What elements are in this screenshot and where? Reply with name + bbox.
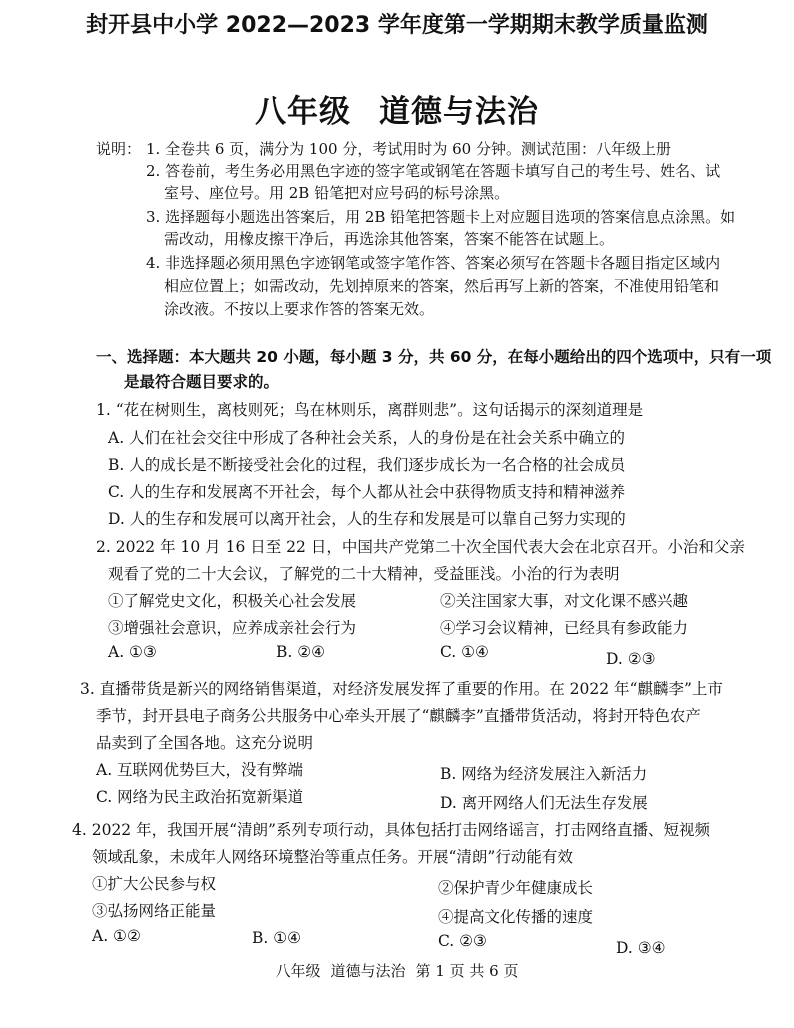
instruction-1: 1. 全卷共 6 页，满分为 100 分，考试用时为 60 分钟。测试范围：八年级上册 bbox=[146, 140, 671, 158]
question-2-statement-4: ④学习会议精神，已经具有参政能力 bbox=[440, 619, 689, 637]
section-heading: 一、选择题：本大题共 20 小题，每小题 3 分，共 60 分，在每小题给出的四个选项中，只有一项 bbox=[96, 348, 772, 366]
instructions-label: 说明： bbox=[96, 140, 142, 158]
subject-label: 道德与法治 bbox=[379, 94, 539, 130]
question-3-option-c: C. 网络为民主政治拓宽新渠道 bbox=[96, 788, 304, 806]
question-4-option-c: C. ②③ bbox=[438, 932, 487, 950]
question-2-stem: 2. 2022 年 10 月 16 日至 22 日，中国共产党第二十次全国代表大会在北京召开。小治和父亲 bbox=[96, 538, 745, 556]
instruction-2: 2. 答卷前，考生务必用黑色字迹的签字笔或钢笔在答题卡填写自己的考生号、姓名、试 bbox=[146, 162, 721, 180]
question-2-option-a: A. ①③ bbox=[108, 643, 157, 661]
question-4-option-b: B. ①④ bbox=[252, 929, 302, 947]
question-2-statement-1: ①了解党史文化，积极关心社会发展 bbox=[108, 592, 357, 610]
footer-subject: 道德与法治 bbox=[330, 962, 406, 980]
question-3-option-d: D. 离开网络人们无法生存发展 bbox=[440, 794, 648, 812]
question-2-statement-3: ③增强社会意识，应养成亲社会行为 bbox=[108, 619, 357, 637]
question-2-option-b: B. ②④ bbox=[276, 643, 326, 661]
question-3-option-a: A. 互联网优势巨大，没有弊端 bbox=[96, 761, 304, 779]
question-3-stem-cont2: 品卖到了全国各地。这充分说明 bbox=[96, 734, 314, 752]
question-2-statement-2: ②关注国家大事，对文化课不感兴趣 bbox=[440, 592, 689, 610]
instruction-3: 3. 选择题每小题选出答案后，用 2B 铅笔把答题卡上对应题目选项的答案信息点涂黑。如 bbox=[146, 208, 736, 226]
section-heading-cont: 是最符合题目要求的。 bbox=[124, 373, 280, 391]
exam-subtitle bbox=[0, 86, 794, 131]
question-4-statement-2: ②保护青少年健康成长 bbox=[438, 879, 594, 897]
question-2-option-c: C. ①④ bbox=[440, 643, 489, 661]
question-4-option-a: A. ①② bbox=[92, 927, 141, 945]
question-4-stem: 4. 2022 年，我国开展“清朗”系列专项行动，具体包括打击网络谣言，打击网络直播、短视频 bbox=[72, 821, 710, 839]
instruction-4-cont: 相应位置上；如需改动，先划掉原来的答案，然后再写上新的答案，不准使用铅笔和 bbox=[164, 277, 720, 295]
question-3-stem-cont: 季节，封开县电子商务公共服务中心牵头开展了“麒麟李”直播带货活动，将封开特色农产 bbox=[96, 707, 701, 725]
question-3-stem: 3. 直播带货是新兴的网络销售渠道，对经济发展发挥了重要的作用。在 2022 年“麒麟李”上市 bbox=[80, 680, 723, 698]
question-1-option-b: B. 人的成长是不断接受社会化的过程，我们逐步成长为一名合格的社会成员 bbox=[108, 456, 626, 474]
question-4-option-d: D. ③④ bbox=[616, 939, 666, 957]
question-4-statement-3: ③弘扬网络正能量 bbox=[92, 902, 217, 920]
question-1-option-a: A. 人们在社会交往中形成了各种社会关系，人的身份是在社会关系中确立的 bbox=[108, 429, 626, 447]
grade-label: 八年级 bbox=[255, 94, 351, 130]
question-4-statement-1: ①扩大公民参与权 bbox=[92, 875, 217, 893]
question-3-option-b: B. 网络为经济发展注入新活力 bbox=[440, 765, 648, 783]
footer-page-number: 第 1 页 共 6 页 bbox=[415, 962, 519, 980]
question-1-option-c: C. 人的生存和发展离不开社会，每个人都从社会中获得物质支持和精神滋养 bbox=[108, 483, 626, 501]
footer-grade: 八年级 bbox=[275, 962, 321, 980]
question-1-option-d: D. 人的生存和发展可以离开社会，人的生存和发展是可以靠自己努力实现的 bbox=[108, 510, 626, 528]
exam-title: 封开县中小学 2022—2023 学年度第一学期期末教学质量监测 bbox=[86, 13, 708, 38]
page-footer bbox=[0, 960, 794, 981]
question-2-option-d: D. ②③ bbox=[606, 650, 656, 668]
question-4-stem-cont: 领域乱象，未成年人网络环境整治等重点任务。开展“清朗”行动能有效 bbox=[92, 848, 573, 866]
instruction-4-cont2: 涂改液。不按以上要求作答的答案无效。 bbox=[164, 300, 435, 318]
instruction-2-cont: 室号、座位号。用 2B 铅笔把对应号码的标号涂黑。 bbox=[164, 184, 510, 202]
question-4-statement-4: ④提高文化传播的速度 bbox=[438, 908, 594, 926]
question-2-stem-cont: 观看了党的二十大会议，了解党的二十大精神，受益匪浅。小治的行为表明 bbox=[108, 565, 620, 583]
instruction-3-cont: 需改动，用橡皮擦干净后，再选涂其他答案，答案不能答在试题上。 bbox=[164, 230, 615, 248]
instruction-4: 4. 非选择题必须用黑色字迹钢笔或签字笔作答、答案必须写在答题卡各题目指定区域内 bbox=[146, 254, 721, 272]
question-1-stem: 1. “花在树则生，离枝则死；鸟在林则乐，离群则悲”。这句话揭示的深刻道理是 bbox=[96, 401, 644, 419]
